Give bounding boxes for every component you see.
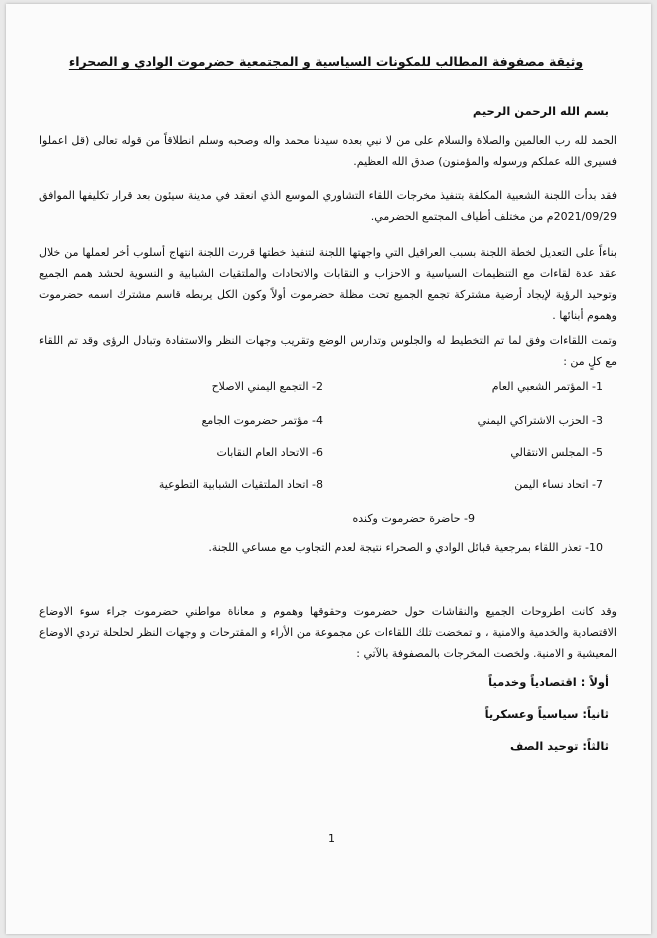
list-item: 10- تعذر اللقاء بمرجعية قبائل الوادي و الصحراء نتيجة لعدم التجاوب مع مساعي اللجنة. [208, 541, 603, 554]
paragraph-opening: الحمد لله رب العالمين والصلاة والسلام على من لا نبي بعده سيدنا محمد واله وصحبه وسلم انطلاقاً من قوله تعالى (قل اعملوا فسيرى الله عملكم ورسوله والمؤمنون) صدق الله العظيم. [39, 134, 617, 168]
list-item: 4- مؤتمر حضرموت الجامع [201, 414, 323, 427]
list-item: 9- حاضرة حضرموت وكنده [352, 512, 475, 525]
basmala: بسم الله الرحمن الرحيم [472, 104, 609, 118]
list-item: 3- الحزب الاشتراكي اليمني [477, 414, 603, 427]
list-item: 1- المؤتمر الشعبي العام [491, 380, 603, 393]
list-item: 6- الاتحاد العام النقابات [216, 446, 323, 459]
list-item: 7- اتحاد نساء اليمن [514, 478, 603, 491]
paragraph-outcomes: وقد كانت اطروحات الجميع والنقاشات حول حضرموت وحقوقها وهموم و معاناة مواطني حضرموت جراء سوء الاوضاع الاقتصادية والخدمية والامنية ، و تمخضت تلك اللقاءات عن مجموعة من الأراء و المقترحات و وجهات النظر لحلحلة تردي الاوضاع المعيشية و الامنية. ولخصت المخرجات بالمصفوفة بالآتي : [39, 605, 617, 660]
section-heading-economic: أولاً : اقتصادياً وخدمياً [488, 675, 609, 689]
document-page [6, 4, 651, 934]
participants-list [43, 380, 603, 548]
list-item: 2- التجمع اليمني الاصلاح [211, 380, 323, 393]
paragraph-committee: فقد بدأت اللجنة الشعبية المكلفة بتنفيذ مخرجات اللقاء التشاوري الموسع الذي انعقد في مدينة سيئون بعد قرار تكليفها الموافق 2021/09/29م من مختلف أطياف المجتمع الحضرمي. [39, 189, 617, 223]
section-heading-political: ثانياً: سياسياً وعسكرياً [484, 707, 609, 721]
list-item: 8- اتحاد الملتقيات الشبابية التطوعية [158, 478, 323, 491]
paragraph-meetings: وتمت اللقاءات وفق لما تم التخطيط له والجلوس وتدارس الوضع وتقريب وجهات النظر والاستفادة وتبادل الرؤى وقد تم اللقاء مع كلٍ من : [39, 334, 617, 368]
list-item: 5- المجلس الانتقالي [510, 446, 603, 459]
paragraph-plan-change: بناءاً على التعديل لخطة اللجنة بسبب العراقيل التي واجهتها اللجنة لتنفيذ خطتها قررت اللجنة انتهاج أسلوب أخر لعملها من خلال عقد عدة لقاءات مع التنظيمات السياسية و الاحزاب و النقابات والاتحادات والملتقيات الشبابية و النسوية لحشد همم الجميع وتوحيد الرؤية لإيجاد أرضية مشتركة تجمع الجميع تحت مظلة حضرموت أولاً وكون الكل يربطه قاسم مشترك اسمه حضرموت وهموم أبنائها . [39, 246, 617, 322]
document-title: وثيقة مصفوفة المطالب للمكونات السياسية و المجتمعية حضرموت الوادي و الصحراء [68, 54, 584, 69]
section-heading-unity: ثالثاً: توحيد الصف [509, 739, 609, 753]
page-number: 1 [328, 832, 335, 845]
